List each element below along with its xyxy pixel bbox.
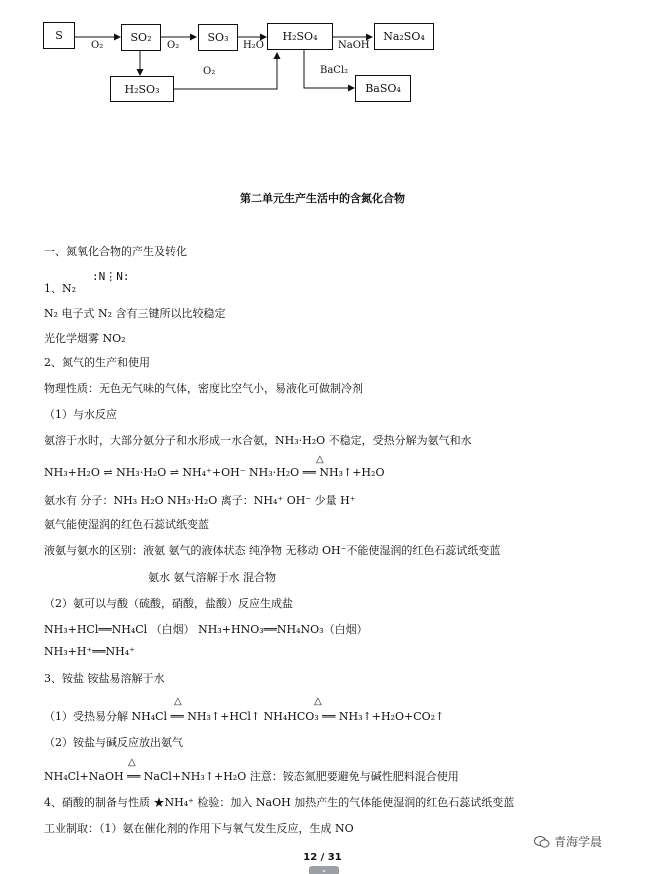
watermark-text: 青海学晨 (554, 835, 603, 849)
text-line-11: 氨气能使湿润的红色石蕊试纸变蓝 (44, 518, 209, 531)
node-so3: SO₃ (198, 24, 238, 51)
text-line-6: 物理性质：无色无气味的气体，密度比空气小，易液化可做制冷剂 (44, 382, 363, 395)
node-na2so4: Na₂SO₄ (374, 23, 434, 50)
section-title: 第二单元生产生活中的含氮化合物 (240, 192, 405, 205)
text-line-21: 4、硝酸的制备与性质 ★NH₄⁺ 检验：加入 NaOH 加热产生的气体能使湿润的红色石蕊试纸变蓝 (44, 796, 515, 809)
text-line-4: 光化学烟雾 NO₂ (44, 332, 126, 345)
text-line-10: 氨水有 分子：NH₃ H₂O NH₃·H₂O 离子：NH₄⁺ OH⁻ 少量 H⁺ (44, 494, 356, 507)
label-h2o: H₂O (243, 40, 264, 51)
node-s: S (43, 22, 75, 49)
watermark (534, 833, 602, 850)
text-line-2: 1、N₂ (44, 282, 77, 295)
equation-line-15: NH₃+HCl══NH₄Cl （白烟） NH₃+HNO₃══NH₄NO₃（白烟） (44, 623, 368, 636)
text-line-19: （2）铵盐与碱反应放出氨气 (44, 736, 183, 749)
node-h2so4: H₂SO₄ (267, 23, 333, 50)
node-h2so3: H₂SO₃ (110, 76, 174, 102)
text-line-5: 2、氮气的生产和使用 (44, 356, 150, 369)
wechat-icon (534, 835, 550, 849)
text-line-14: （2）氨可以与酸（硫酸，硝酸，盐酸）反应生成盐 (44, 597, 293, 610)
text-line-12: 液氨与氨水的区别：液氨 氨气的液体状态 纯净物 无移动 OH⁻不能使湿润的红色石蕊试纸变蓝 (44, 544, 501, 557)
flow-arrows (0, 0, 645, 110)
equation-line-16: NH₃+H⁺══NH₄⁺ (44, 645, 135, 658)
equation-line-9: NH₃+H₂O ⇌ NH₃·H₂O ⇌ NH₄⁺+OH⁻ NH₃·H₂O ══ NH₃↑+H₂O (44, 466, 385, 479)
chevron-down-icon[interactable]: ⌄ (309, 866, 339, 874)
delta-heat-3: △ (314, 696, 322, 707)
text-line-7: （1）与水反应 (44, 408, 117, 421)
label-naoh: NaOH (338, 40, 370, 51)
text-line-13: 氨水 氨气溶解于水 混合物 (148, 571, 276, 584)
text-line-1: 一、氮氧化合物的产生及转化 (44, 245, 187, 258)
node-baso4: BaSO₄ (355, 75, 411, 102)
n2-electron-formula: :N⋮N: (92, 270, 130, 283)
delta-heat-2: △ (174, 696, 182, 707)
text-line-22: 工业制取：（1）氨在催化剂的作用下与氧气发生反应，生成 NO (44, 822, 354, 835)
text-line-3: N₂ 电子式 N₂ 含有三键所以比较稳定 (44, 307, 226, 320)
equation-line-20: NH₄Cl+NaOH ══ NaCl+NH₃↑+H₂O 注意：铵态氮肥要避免与碱性肥料混合使用 (44, 770, 459, 783)
delta-heat-1: △ (316, 454, 324, 465)
text-line-8: 氨溶于水时，大部分氨分子和水形成一水合氨，NH₃·H₂O 不稳定，受热分解为氨气和水 (44, 434, 472, 447)
node-so2: SO₂ (121, 24, 161, 51)
label-bacl2: BaCl₂ (320, 65, 349, 76)
text-line-17: 3、铵盐 铵盐易溶解于水 (44, 672, 165, 685)
page-number: 12 / 31 (303, 852, 342, 863)
label-o2-second: O₂ (167, 40, 180, 51)
label-o2-third: O₂ (203, 66, 216, 77)
label-o2-first: O₂ (91, 40, 104, 51)
equation-line-18: （1）受热易分解 NH₄Cl ══ NH₃↑+HCl↑ NH₄HCO₃ ══ NH₃↑+H₂O+CO₂↑ (44, 710, 445, 723)
delta-heat-4: △ (128, 757, 136, 768)
